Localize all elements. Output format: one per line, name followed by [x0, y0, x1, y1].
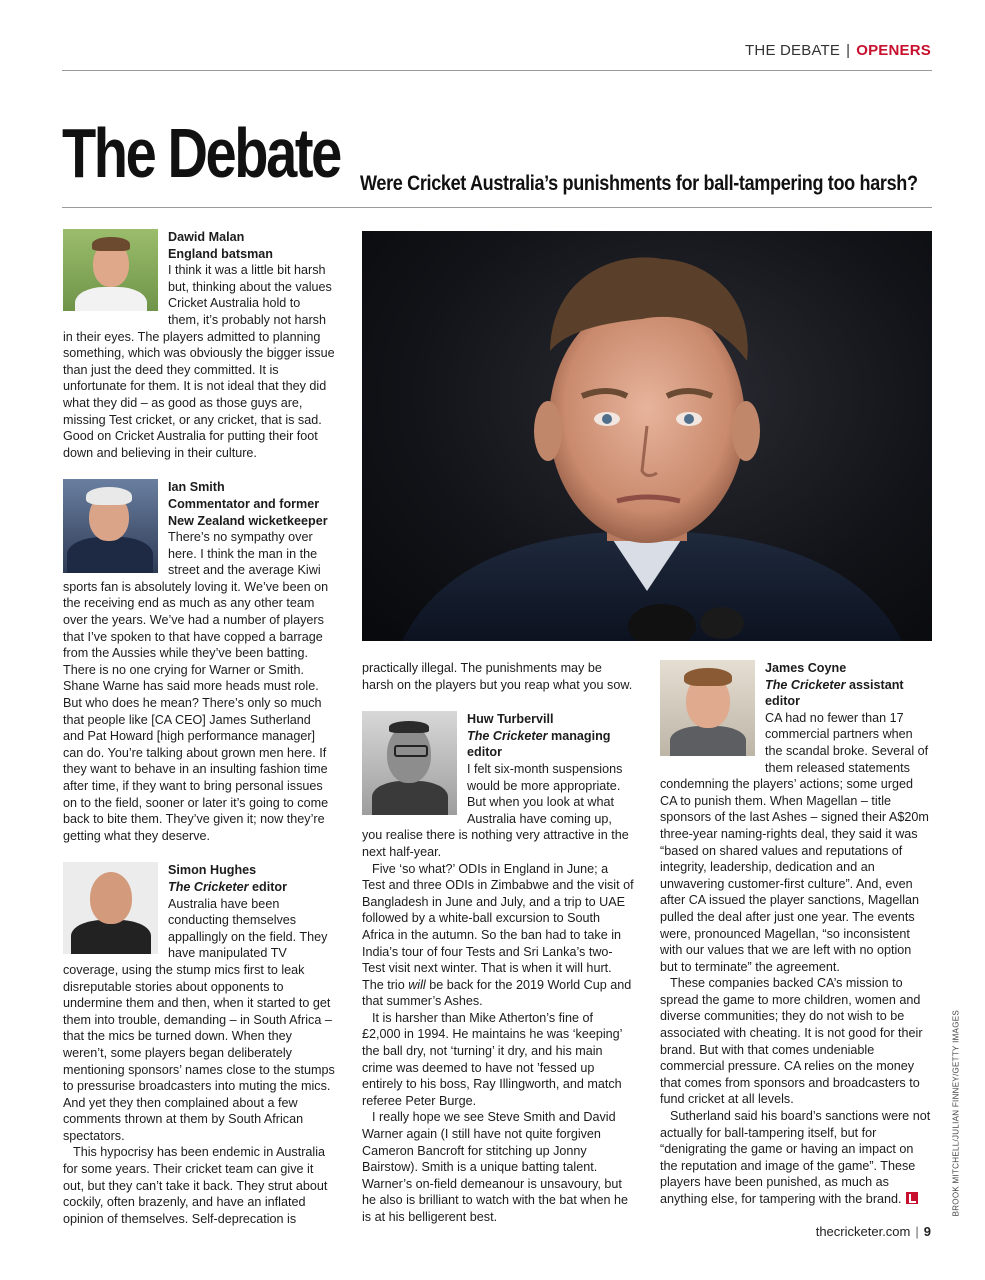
hughes-continued: practically illegal. The punishments may be harsh on the players but you reap what you sow.	[362, 661, 633, 692]
standfirst: Were Cricket Australia’s punishments for ball-tampering too harsh?	[360, 172, 918, 195]
subsection-label: OPENERS	[856, 42, 931, 59]
hughes-name: Simon Hughes	[168, 863, 257, 878]
malan-quote: I think it was a little bit harsh but, thinking about the values Cricket Australia hold to them, it’s probably not harsh in their eyes. The players admitted to planning something, which was obviously the bigger issue than just the deed they committed. It is unfortunate for them. It is not ideal that they did what they did – as good as those guys are, missing Test cricket, or any cricket, that is sad. Good on Cricket Australia for putting their foot down and believing in their culture.	[63, 263, 335, 460]
turbervill-paragraph-3: It is harsher than Mike Atherton’s fine of £2,000 in 1994. He maintains he was ‘keeping’ the ball dry, not ‘turning’ it dry, and his main crime was deemed to have not ’fessed up entirely to his boss, Ray Illingworth, and match referee Peter Burge.	[362, 1010, 622, 1108]
smith-name: Ian Smith	[168, 480, 225, 495]
malan-entry	[63, 229, 335, 461]
smith-role-line2: New Zealand wicketkeeper	[168, 513, 328, 528]
turbervill-paragraph-4: I really hope we see Steve Smith and David Warner again (I still have not quite forgiven Cameron Bancroft for stitching up Jonny Bairstow). Smith is a unique batting talent. Warner’s on-field demeanour is unsavoury, but he also is brilliant to watch with the bat when he is at his belligerent best.	[362, 1110, 629, 1224]
turbervill-p2-after: be back for the 2019 World Cup and that summer’s Ashes.	[362, 977, 632, 1009]
footer-site: thecricketer.com	[815, 1224, 911, 1239]
footer-separator: |	[915, 1224, 919, 1239]
hughes-paragraph-1: Australia have been conducting themselves appallingly on the field. They have manipulated TV coverage, using the stump mics first to leak disreputable stories about opponents to undermine them and then, when it started to get them into trouble, demanding – in South Africa – that the mics be turned down. When they weren’t, some players began deliberately mentioning sponsors’ names close to the stumps to pressurise broadcasters into muting the mics. And yet they then complained about a few comments thrown at them by South African spectators.	[63, 896, 335, 1143]
section-label: THE DEBATE	[745, 42, 841, 59]
turbervill-paragraph-2	[362, 861, 634, 1010]
malan-headshot	[63, 229, 158, 311]
turbervill-p2-italic: will	[408, 977, 426, 992]
header-rule	[62, 70, 932, 71]
hughes-role-title: editor	[248, 879, 287, 894]
smith-quote: There’s no sympathy over here. I think the man in the street and the average Kiwi sports fan is absolutely loving it. We’ve been on the receiving end as much as any other team over the years. We’ve had a number of players that I’ve spoken to that have copped a barrage from the Aussies while they’ve been batting. There is no one crying for Warner or Smith. Shane Warne has said more heads must role. But who does he mean? There’s only so much that people like [CA CEO] James Sutherland and Pat Howard [high performance manager] can do. You’re talking about grown men here. If they want to behave in an insulting fashion time after time, if they want to bring personal issues on to the field, sooner or later it’s going to come back to bite them. They’ve given it; now they’re getting what they deserve.	[63, 530, 329, 843]
page-footer	[816, 1224, 931, 1239]
turbervill-headshot	[362, 711, 457, 815]
malan-role: England batsman	[168, 246, 273, 261]
photo-credit: BROOK MITCHELL/JULIAN FINNEY/GETTY IMAGES	[951, 1010, 960, 1217]
coyne-role-publication: The Cricketer	[765, 677, 846, 692]
turbervill-name: Huw Turbervill	[467, 712, 554, 727]
coyne-role-title: assistant editor	[765, 677, 904, 709]
coyne-paragraph-3	[660, 1108, 932, 1208]
coyne-paragraph-1: CA had no fewer than 17 commercial partners when the scandal broke. Several of them released statements condemning the players’ actions; some urged CA to punish them. When Magellan – title sponsors of the last Ashes – signed their A$20m three-year naming-rights deal, they said it was “based on shared values and reputations of integrity, leadership, dedication and an unwavering customer-first culture”. And, even after CA issued the player sanctions, Magellan pulled the deal after just one year. The events were, pronounced Magellan, “so inconsistent with our values that we are left with no option but to terminate” the agreement.	[660, 710, 929, 974]
hughes-entry	[63, 862, 335, 1227]
malan-name: Dawid Malan	[168, 230, 245, 244]
page-number: 9	[923, 1224, 931, 1239]
left-column	[63, 229, 335, 1245]
smith-entry	[63, 479, 335, 844]
end-of-article-icon	[906, 1192, 918, 1204]
coyne-headshot	[660, 660, 755, 756]
turbervill-role-publication: The Cricketer	[467, 728, 548, 743]
coyne-paragraph-2: These companies backed CA’s mission to spread the game to more children, women and diverse communities; they do not wish to be associated with cheating. It is not good for their brand. But with that comes undeniable commercial pressure. CA relies on the money that comes from sponsors and broadcasters to fund cricket at all levels.	[660, 976, 923, 1107]
page-title: The Debate	[62, 114, 340, 192]
hughes-role-publication: The Cricketer	[168, 879, 249, 894]
right-column	[660, 660, 932, 1226]
title-rule	[62, 207, 932, 208]
steve-smith-photo-illustration	[362, 231, 932, 641]
turbervill-p2-before: Five ‘so what?’ ODIs in England in June; a Test and three ODIs in Zimbabwe and the visit of Bangladesh in June and July, and a trip to UAE followed by a white-ball excursion to South Africa in the autumn. So the ban had to take in India’s tour of four Tests and Sri Lanka’s two-Test visit next winter. That is when it will hurt. The trio	[362, 861, 634, 992]
smith-headshot	[63, 479, 158, 573]
coyne-entry	[660, 660, 932, 1208]
turbervill-role-title: managing editor	[467, 728, 611, 760]
coyne-name: James Coyne	[765, 661, 847, 675]
middle-column	[362, 660, 634, 1244]
smith-role-line1: Commentator and former	[168, 496, 320, 511]
turbervill-entry	[362, 711, 634, 1225]
coyne-p3-text: Sutherland said his board’s sanctions were not actually for ball-tampering itself, but for “denigrating the game or having an impact on the reputation and image of the game”. These players have been punished, as much as anything else, for tampering with the brand.	[660, 1109, 931, 1206]
section-tag	[745, 42, 931, 59]
section-separator: |	[846, 42, 851, 59]
main-photo	[362, 231, 932, 641]
hughes-paragraph-2: This hypocrisy has been endemic in Australia for some years. Their cricket team can give it out, but they can’t take it back. They strut about cockily, often brazenly, and have an inflated opinion of themselves. Self-deprecation is	[63, 1145, 328, 1226]
hughes-headshot	[63, 862, 158, 954]
turbervill-paragraph-1: I felt six-month suspensions would be more appropriate. But when you look at what Australia have coming up, you realise there is nothing very attractive in the next half-year.	[362, 761, 629, 859]
